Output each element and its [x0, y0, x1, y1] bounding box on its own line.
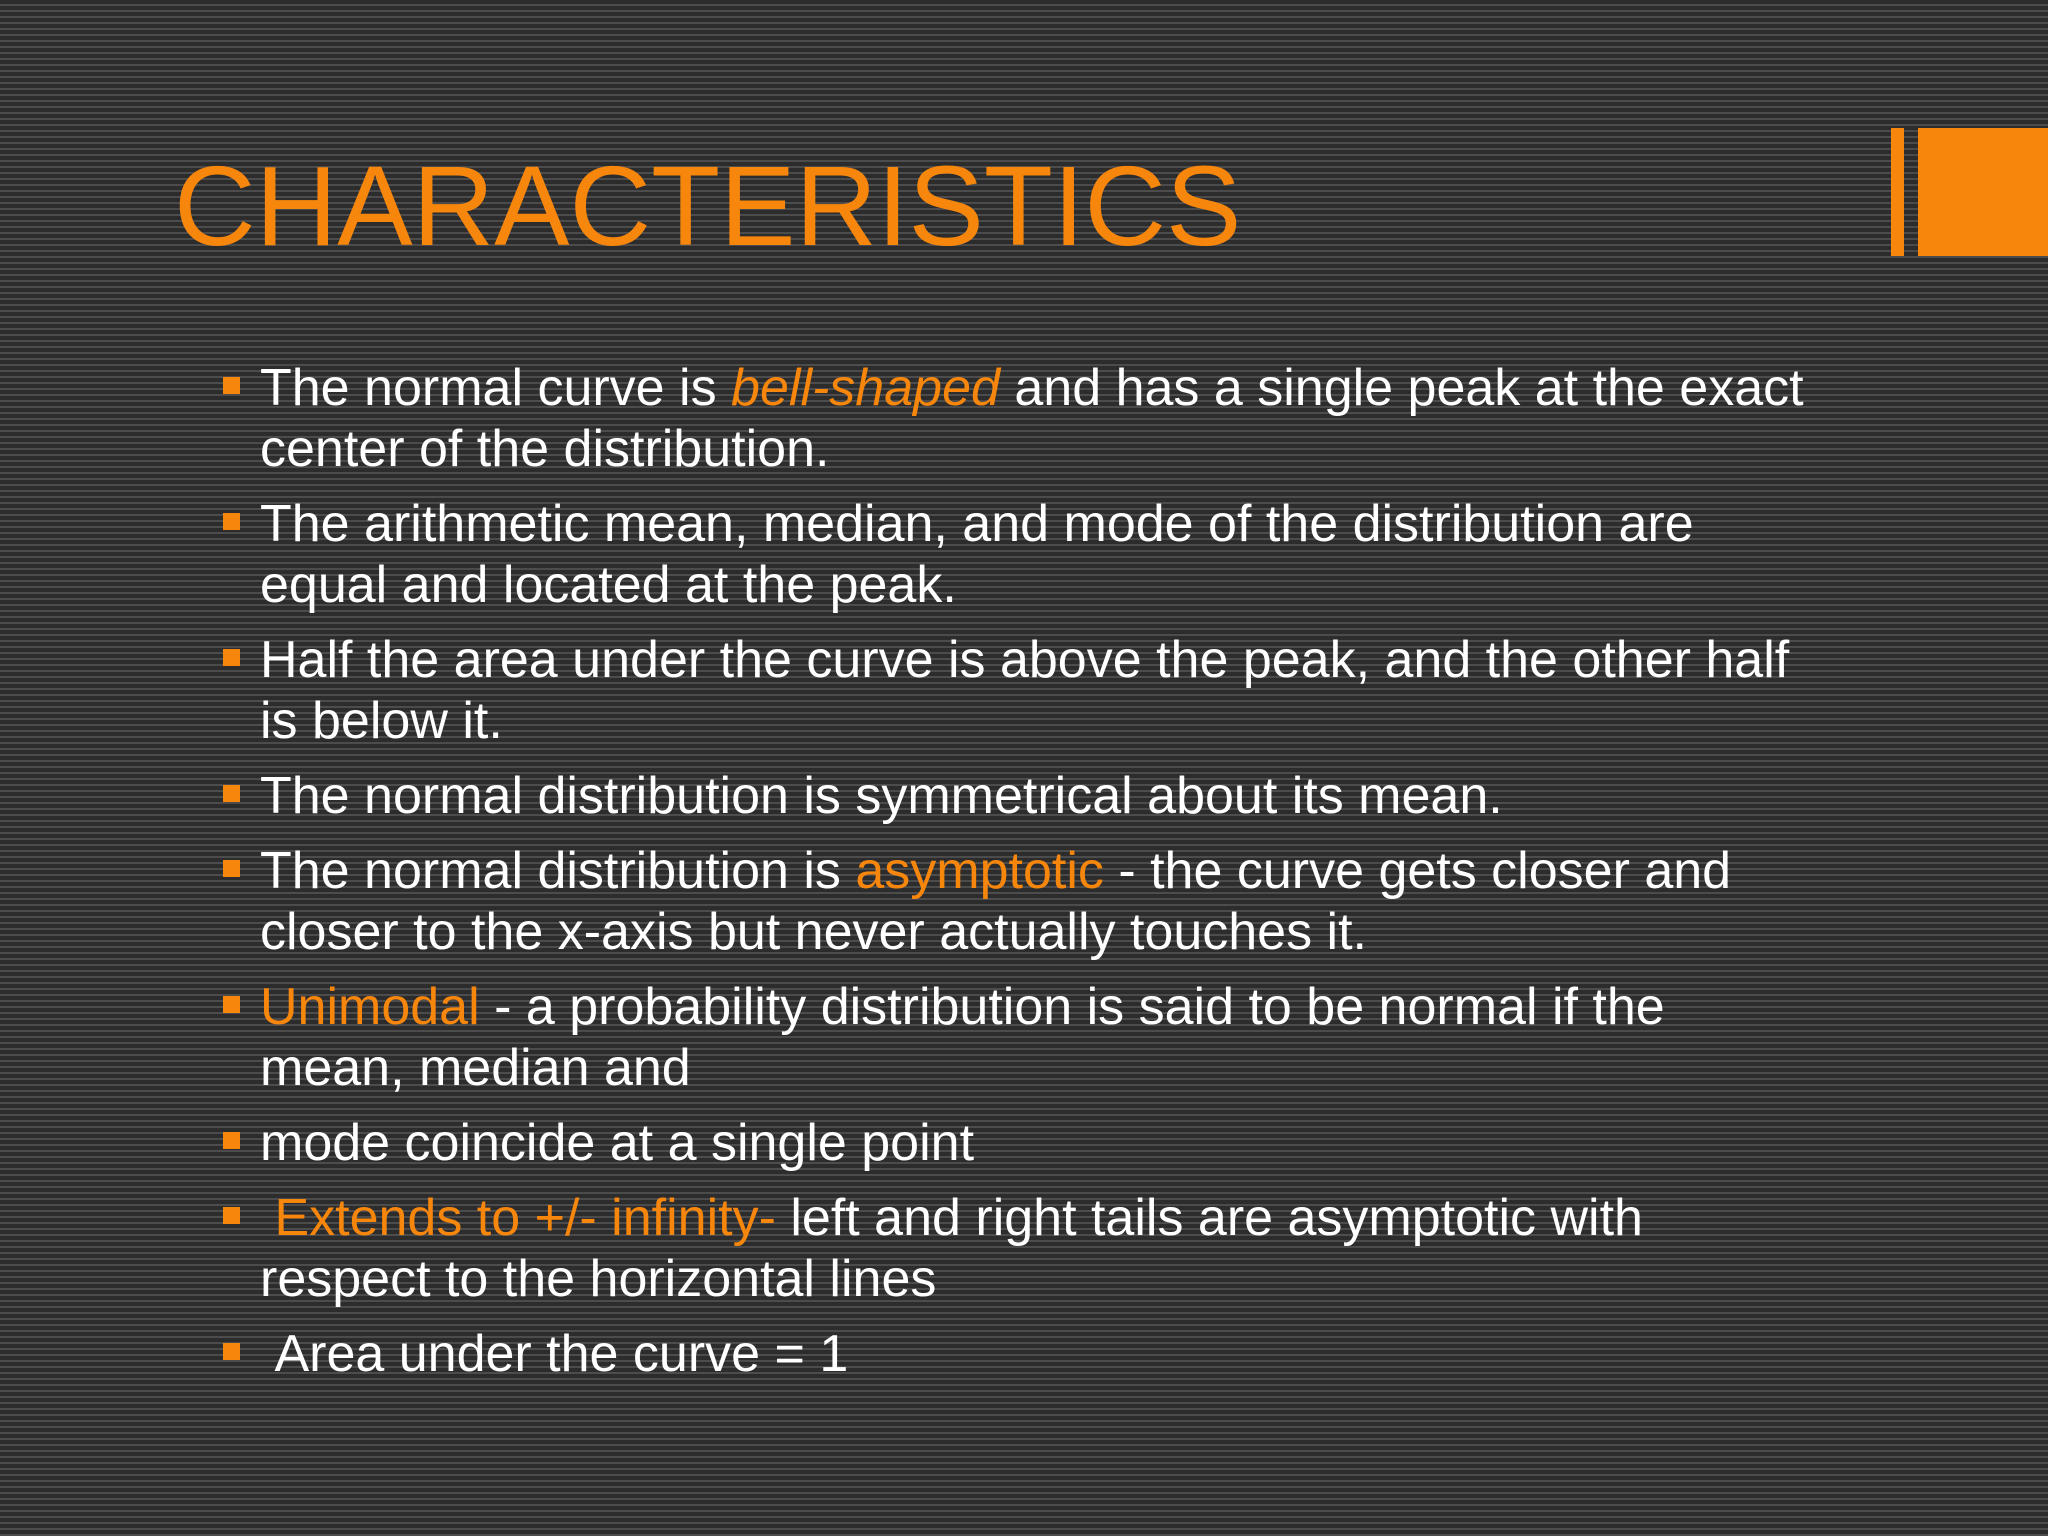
bullet-text: The arithmetic mean, median, and mode of the distribution are equal and located at the peak. [260, 495, 1694, 614]
bullet-unimodal [0, 977, 1820, 1099]
bullet-marker-icon [223, 860, 240, 877]
bullet-extends-infinity [0, 1188, 1820, 1310]
bullet-text: and has a single peak at the exact center of the distribution. [260, 359, 1804, 478]
bullet-bell-shaped [0, 358, 1820, 480]
bullet-text: left and right tails are asymptotic with respect to the horizontal lines [260, 1189, 1643, 1308]
bullet-text: mode coincide at a single point [260, 1114, 975, 1172]
bullet-marker-icon [223, 1207, 240, 1224]
bullet-mode-coincide [0, 1113, 1820, 1174]
bullet-asymptotic [0, 841, 1820, 963]
highlight-term: asymptotic [855, 842, 1104, 900]
bullet-half-area [0, 630, 1820, 752]
bullet-marker-icon [223, 1132, 240, 1149]
accent-bar-decoration [1891, 128, 1904, 256]
bullet-list [0, 358, 2048, 1399]
bullet-area-equals-one [0, 1324, 1820, 1385]
bullet-text: The normal distribution is [260, 842, 856, 900]
bullet-mean-median-mode [0, 494, 1820, 616]
bullet-marker-icon [223, 377, 240, 394]
bullet-text: The normal distribution is symmetrical about its mean. [260, 767, 1503, 825]
bullet-text: - a probability distribution is said to be normal if the mean, median and [260, 978, 1665, 1097]
accent-block-decoration [1918, 128, 2048, 256]
bullet-marker-icon [223, 513, 240, 530]
bullet-symmetrical [0, 766, 1820, 827]
bullet-text: Area under the curve = 1 [274, 1325, 849, 1383]
highlight-term: Unimodal [260, 978, 480, 1036]
bullet-text: The normal curve is [260, 359, 732, 417]
bullet-marker-icon [223, 649, 240, 666]
bullet-marker-icon [223, 1343, 240, 1360]
bullet-text: - the curve gets closer and closer to the x-axis but never actually touches it. [260, 842, 1732, 961]
bullet-marker-icon [223, 996, 240, 1013]
slide-title: CHARACTERISTICS [174, 143, 1242, 269]
bullet-marker-icon [223, 785, 240, 802]
highlight-term: bell-shaped [731, 359, 1000, 417]
bullet-text: Half the area under the curve is above the peak, and the other half is below it. [260, 631, 1790, 750]
highlight-term: Extends to +/- infinity- [274, 1189, 776, 1247]
